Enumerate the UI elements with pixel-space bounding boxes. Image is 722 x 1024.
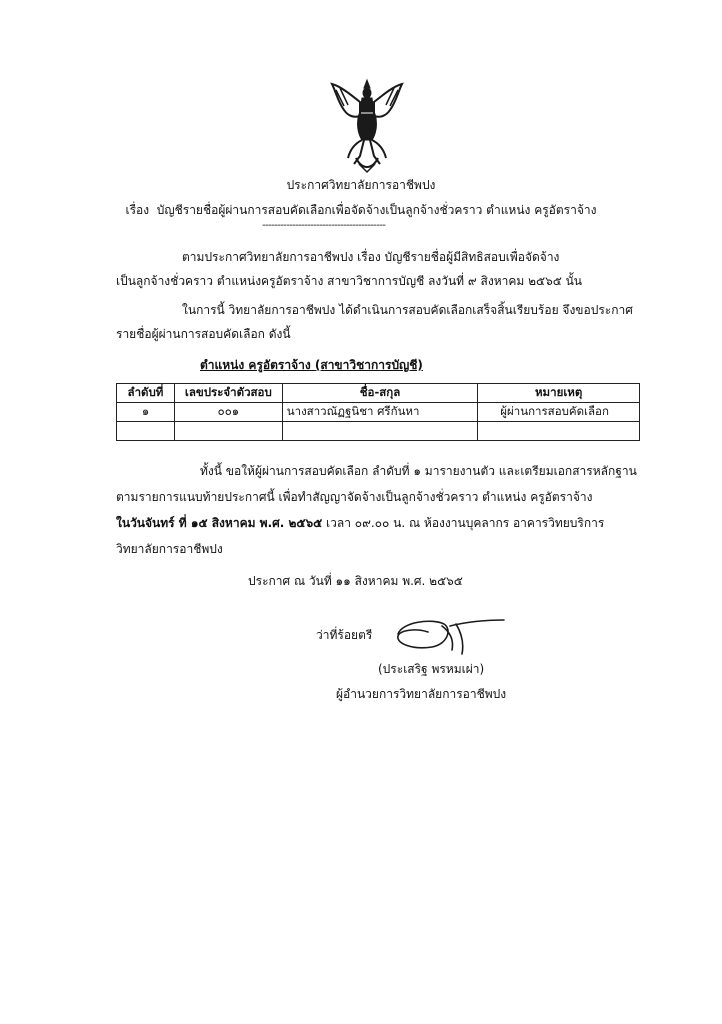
paragraph-2-line-2: รายชื่อผู้ผ่านการสอบคัดเลือก ดังนี้ bbox=[116, 327, 291, 341]
paragraph-1-line-2: เป็นลูกจ้างชั่วคราว ตำแหน่งครูอัตราจ้าง สาขาวิชาการบัญชี ลงวันที่ ๙ สิงหาคม ๒๕๖๕ นั้น bbox=[116, 274, 583, 288]
paragraph-3-line-1: ทั้งนี้ ขอให้ผู้ผ่านการสอบคัดเลือก ลำดับที่ ๑ มารายงานตัว และเตรียมเอกสารหลักฐาน bbox=[200, 464, 637, 478]
cell-name: นางสาวณัฏฐนิชา ศรีกันหา bbox=[282, 403, 478, 422]
announce-date: ประกาศ ณ วันที่ ๑๑ สิงหาคม พ.ศ. ๒๕๖๕ bbox=[248, 574, 463, 588]
issuer-title: ประกาศวิทยาลัยการอาชีพปง bbox=[286, 178, 436, 192]
header-divider: ----------------------------------------- bbox=[262, 220, 386, 231]
appointment-date: ในวันจันทร์ ที่ ๑๕ สิงหาคม พ.ศ. ๒๕๖๕ bbox=[116, 516, 323, 530]
column-header-order: ลำดับที่ bbox=[117, 384, 175, 403]
signer-name: (ประเสริฐ พรหมเผ่า) bbox=[378, 662, 485, 676]
column-header-name: ชื่อ-สกุล bbox=[282, 384, 478, 403]
cell-exam-id: ๐๐๑ bbox=[174, 403, 282, 422]
candidates-table bbox=[116, 383, 640, 441]
signer-rank: ว่าที่ร้อยตรี bbox=[316, 628, 373, 642]
cell-remark: ผู้ผ่านการสอบคัดเลือก bbox=[478, 403, 640, 422]
paragraph-3-line-3 bbox=[116, 514, 604, 533]
appointment-place: เวลา ๐๙.๐๐ น. ณ ห้องงานบุคลากร อาคารวิทยบริการ bbox=[322, 516, 605, 530]
table-row-empty bbox=[117, 422, 640, 441]
signer-title: ผู้อำนวยการวิทยาลัยการอาชีพปง bbox=[336, 687, 507, 701]
signature-icon bbox=[392, 614, 508, 658]
paragraph-2-line-1: ในการนี้ วิทยาลัยการอาชีพปง ได้ดำเนินการสอบคัดเลือกเสร็จสิ้นเรียบร้อย จึงขอประกาศ bbox=[182, 303, 633, 317]
table-row bbox=[117, 403, 640, 422]
cell-order: ๑ bbox=[117, 403, 175, 422]
column-header-remark: หมายเหตุ bbox=[478, 384, 640, 403]
column-header-exam-id: เลขประจำตัวสอบ bbox=[174, 384, 282, 403]
subject-text: บัญชีรายชื่อผู้ผ่านการสอบคัดเลือกเพื่อจัดจ้างเป็นลูกจ้างชั่วคราว ตำแหน่ง ครูอัตราจ้าง bbox=[156, 203, 597, 217]
garuda-emblem-icon bbox=[326, 78, 408, 174]
paragraph-1-line-1: ตามประกาศวิทยาลัยการอาชีพปง เรื่อง บัญชีรายชื่อผู้มีสิทธิสอบเพื่อจัดจ้าง bbox=[182, 250, 560, 264]
position-heading: ตำแหน่ง ครูอัตราจ้าง (สาขาวิชาการบัญชี) bbox=[200, 358, 423, 372]
subject-line bbox=[0, 201, 722, 220]
subject-label: เรื่อง bbox=[125, 203, 150, 217]
paragraph-3-line-2: ตามรายการแนบท้ายประกาศนี้ เพื่อทำสัญญาจัดจ้างเป็นลูกจ้างชั่วคราว ตำแหน่ง ครูอัตราจ้าง bbox=[116, 490, 593, 504]
paragraph-3-line-4: วิทยาลัยการอาชีพปง bbox=[116, 542, 223, 556]
table-header-row bbox=[117, 384, 640, 403]
